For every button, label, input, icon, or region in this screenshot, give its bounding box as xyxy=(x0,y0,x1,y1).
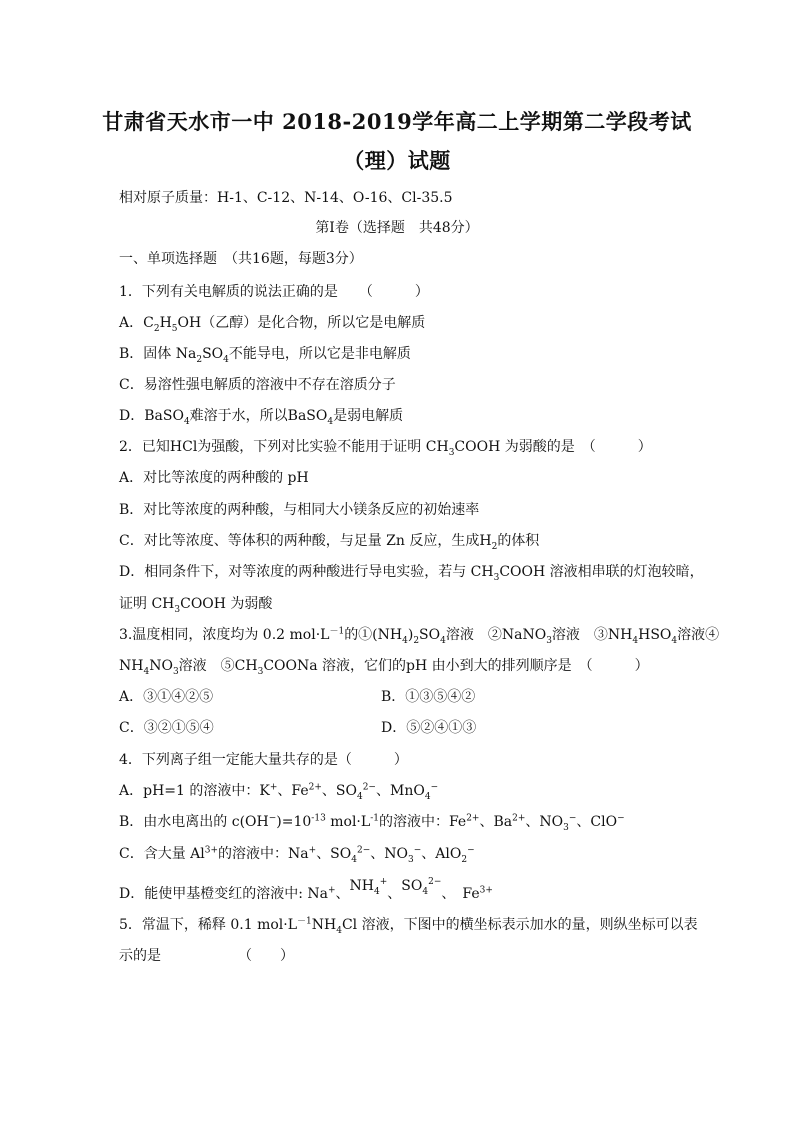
question-1-stem: 1．下列有关电解质的说法正确的是 （ ） xyxy=(119,284,429,300)
question-2-option-d-cont: 证明 $CH_3COOH$ 为弱酸 xyxy=(119,596,273,615)
question-1-option-d: D．BaSO$_4$难溶于水，所以BaSO$_4$是弱电解质 xyxy=(119,408,404,427)
question-4-option-b: B．由水电离出的 $c(OH^-)=10^{-13}$ $mol\cdot L^{-1}$的溶液中：$Fe^{2+}$、$Ba^{2+}$、$NO_3^-$、ClO− xyxy=(119,813,625,833)
question-4-option-d: D．能使甲基橙变红的溶液中: Na+、$NH_4^+$、$SO_4^{2-}$、 $Fe^{3+}$ xyxy=(119,877,493,902)
question-3-stem-cont: $NH_4NO_3$溶液 $⑤CH_3COONa$ 溶液，它们的pH 由小到大的排列顺序是 （ ） xyxy=(119,658,649,677)
question-2-stem: 2．已知HCl为强酸，下列对比实验不能用于证明 $CH_3COOH$ 为弱酸的是 （ ） xyxy=(119,439,652,458)
question-3-option-c: C．③②①⑤④ xyxy=(119,720,214,736)
exam-title: 甘肃省天水市一中 2018-2019学年高二上学期第二学段考试 xyxy=(102,109,692,134)
question-4-option-a: A．pH=1 的溶液中：K+、$Fe^{2+}$、$SO_4^{2-}$、MnO$_4$− xyxy=(119,782,439,802)
question-2-option-a: A．对比等浓度的两种酸的 pH xyxy=(119,470,309,486)
exam-subtitle: （理）试题 xyxy=(343,148,451,173)
volume-title: 第Ⅰ卷（选择题 共48分） xyxy=(315,220,479,236)
question-5-stem-cont: 示的是 （ ） xyxy=(119,948,294,964)
question-5-stem: 5．常温下，稀释 0.1 $mol\cdot L^{-1}NH_4Cl$ 溶液，下图中的横坐标表示加水的量，则纵坐标可以表 xyxy=(119,916,698,936)
question-3-option-b: B．①③⑤④② xyxy=(381,689,476,705)
section-heading: 一、单项选择题 （共16题，每题3分） xyxy=(119,251,363,267)
question-1-option-a: A．$C_2H_5OH$（乙醇）是化合物，所以它是电解质 xyxy=(119,315,426,334)
question-3-option-d: D．⑤②④①③ xyxy=(381,720,477,736)
question-4-option-c: C．含大量 $Al^{3+}$的溶液中：Na+、$SO_4^{2-}$、$NO_3^-$、AlO$_2$− xyxy=(119,845,475,865)
question-2-option-b: B．对比等浓度的两种酸，与相同大小镁条反应的初始速率 xyxy=(119,502,480,518)
question-4-stem: 4．下列离子组一定能大量共存的是（ ） xyxy=(119,752,408,768)
atomic-mass-note: 相对原子质量：H-1、C-12、N-14、O-16、Cl-35.5 xyxy=(119,190,453,206)
question-3-stem: 3.温度相同，浓度均为 0.2 $mol\cdot L^{-1}$的$①(NH_4)_2SO_4$溶液 ②NaNO$_3$溶液 $③NH_4HSO_4$溶液④ xyxy=(119,626,720,646)
question-1-option-b: B．固体 $Na_2SO_4$不能导电，所以它是非电解质 xyxy=(119,346,411,365)
question-1-option-c: C．易溶性强电解质的溶液中不存在溶质分子 xyxy=(119,377,396,393)
question-3-option-a: A．③①④②⑤ xyxy=(119,689,214,705)
question-2-option-d: D．相同条件下，对等浓度的两种酸进行导电实验，若与 $CH_3COOH$ 溶液相串联的灯泡较暗， xyxy=(119,564,704,583)
question-2-option-c: C．对比等浓度、等体积的两种酸，与足量 Zn 反应，生成$H_2$的体积 xyxy=(119,533,540,552)
